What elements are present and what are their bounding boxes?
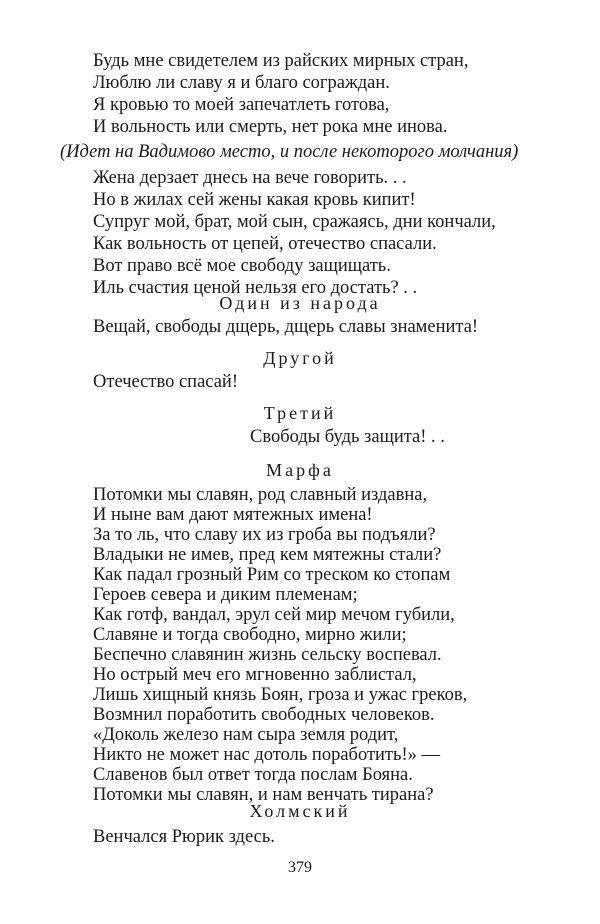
verse-line: Свободы будь защита! . . (250, 427, 445, 447)
verse-line: Славенов был ответ тогда послам Бояна. (93, 765, 413, 785)
verse-line: Я кровью то моей запечатлеть готова, (93, 95, 390, 115)
verse-line: Но острый меч его мгновенно заблистал, (93, 665, 417, 685)
speaker-name: Другой (263, 348, 337, 368)
verse-line: Иль счастия ценой нельзя его достать? . . (93, 278, 418, 298)
speaker-name: Марфа (266, 460, 334, 480)
verse-line: Люблю ли славу я и благо сограждан. (93, 73, 390, 93)
verse-line: Будь мне свидетелем из райских мирных стран, (93, 51, 469, 71)
verse-line: И ныне вам дают мятежных имена! (93, 505, 373, 525)
verse-line: Как падал грозный Рим со треском ко стопам (93, 565, 451, 585)
speaker-name: Один из народа (219, 293, 381, 313)
verse-line: Вещай, свободы дщерь, дщерь славы знаменита! (93, 317, 479, 337)
verse-line: Как готф, вандал, эрул сей мир мечом губили, (93, 605, 455, 625)
verse-line: Как вольность от цепей, отечество спасали. (93, 234, 437, 254)
verse-line: «Доколь железо нам сыра земля родит, (93, 725, 399, 745)
stage-direction: (Идет на Вадимово место, и после некоторого молчания) (60, 142, 519, 162)
verse-line: Но в жилах сей жены какая кровь кипит! (93, 190, 416, 210)
verse-line: Никто не может нас дотоль поработить!» — (93, 745, 440, 765)
verse-line: Венчался Рюрик здесь. (93, 827, 275, 847)
verse-line: Отечество спасай! (93, 372, 238, 392)
verse-line: Потомки мы славян, род славный издавна, (93, 485, 428, 505)
verse-line: Вот право всё мое свободу защищать. (93, 256, 391, 276)
verse-line: Супруг мой, брат, мой сын, сражаясь, дни кончали, (93, 212, 496, 232)
page-number: 379 (288, 859, 312, 876)
speaker-name: Холмский (249, 801, 351, 821)
verse-line: Беспечно славянин жизнь сельску воспевал. (93, 645, 442, 665)
verse-line: Жена дерзает днесь на вече говорить. . . (93, 168, 407, 188)
verse-line: Владыки не имев, пред кем мятежны стали? (93, 545, 442, 565)
speaker-name: Третий (263, 403, 337, 423)
verse-line: Потомки мы славян, и нам венчать тирана? (93, 785, 434, 805)
verse-line: Героев севера и диким племенам; (93, 585, 358, 605)
verse-line: Лишь хищный князь Боян, гроза и ужас греков, (93, 685, 468, 705)
verse-line: И вольность или смерть, нет рока мне инова. (93, 117, 448, 137)
verse-line: Возмнил поработить свободных человеков. (93, 705, 435, 725)
verse-line: Славяне и тогда свободно, мирно жили; (93, 625, 407, 645)
verse-line: За то ль, что славу их из гроба вы подъяли? (93, 525, 436, 545)
